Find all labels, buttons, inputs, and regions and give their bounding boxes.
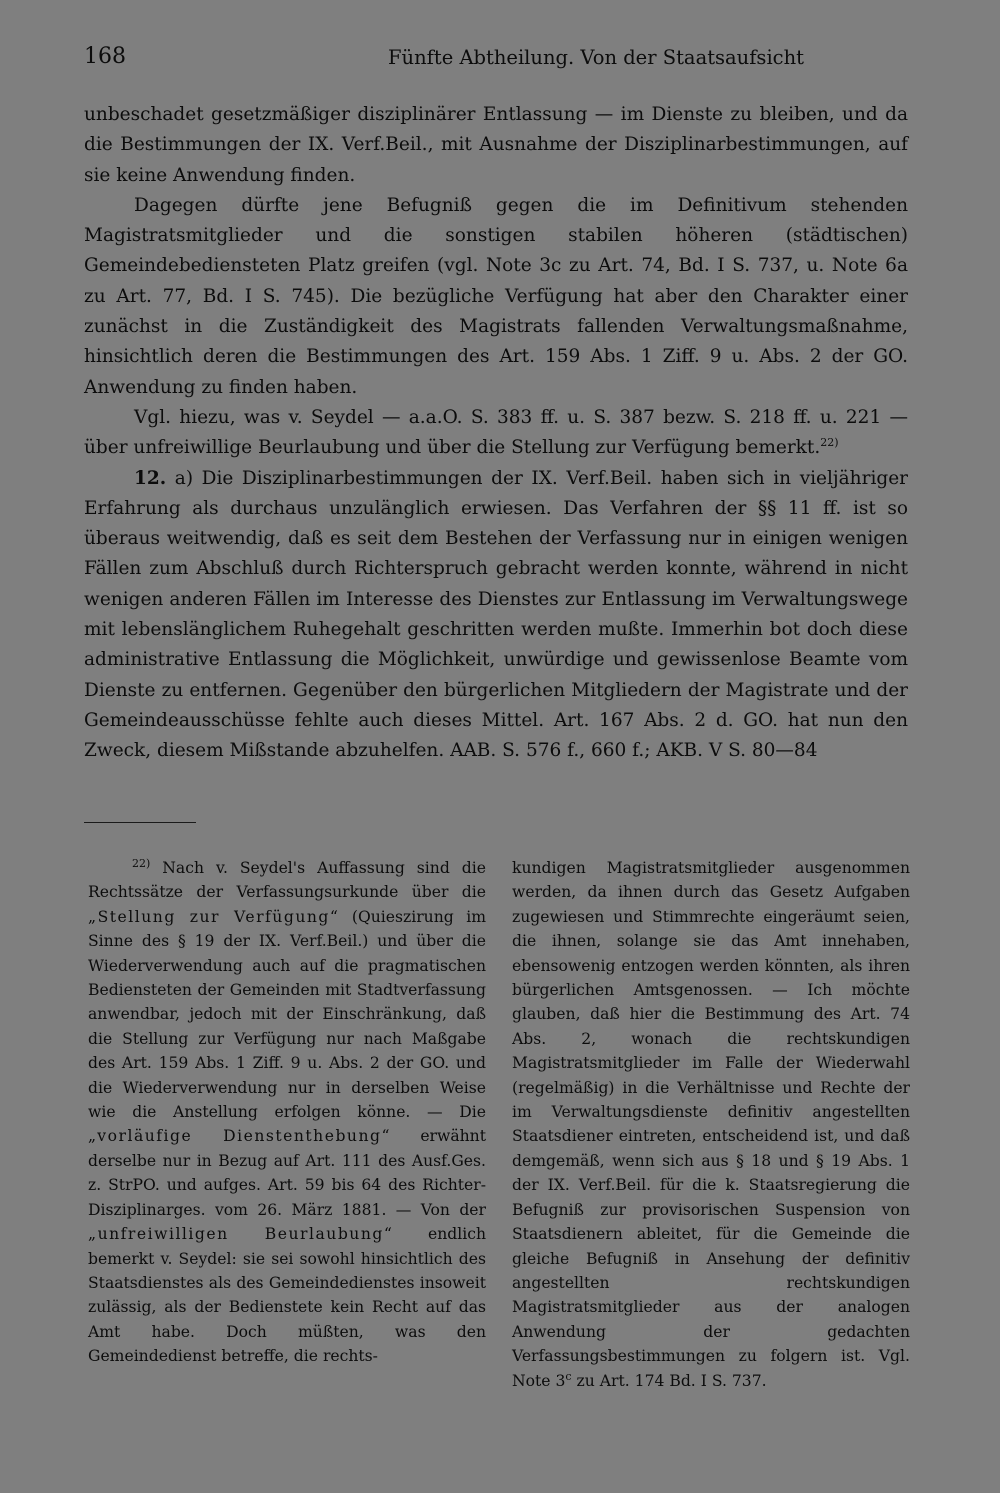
paragraph-vgl xyxy=(84,403,908,464)
paragraph-12a-text: a) Die Disziplinarbestimmungen der IX. Verf.Beil. haben sich in vieljähriger Erfahrung als durchaus unzulänglich erwiesen. Das Verfahren der §§ 11 ff. ist so überaus weitwendig, daß es seit dem Bestehen der Verfassung nur in einigen wenigen Fällen zum Abschluß durch Richterspruch gebracht werden konnte, während in nicht wenigen anderen Fällen im Interesse des Dienstes zur Entlassung im Verwaltungswege mit lebenslänglichem Ruhegehalt geschritten werden mußte. Immerhin bot doch diese administrative Entlassung die Möglichkeit, unwürdige und gewissenlose Beamte vom Dienste zu entfernen. Gegenüber den bürgerlichen Mitgliedern der Magistrate und der Gemeindeausschüsse fehlte auch dieses Mittel. Art. 167 Abs. 2 d. GO. hat nun den Zweck, diesem Mißstande abzuhelfen. AAB. S. 576 f., 660 f.; AKB. V S. 80—84 xyxy=(84,467,908,762)
page-header xyxy=(84,40,908,76)
paragraph-12a xyxy=(84,464,908,767)
footnote-text: zu Art. 174 Bd. I S. 737. xyxy=(571,1371,767,1390)
footnote-22-part-1 xyxy=(88,856,486,1369)
main-text xyxy=(84,100,908,767)
footnote-separator xyxy=(84,822,196,823)
footnote-text: kundigen Magistratsmitglieder ausgenommen werden, da ihnen durch das Gesetz Aufgaben zugewiesen und Stimmrechte eingeräumt seien, die ihnen, solange sie das Amt innehaben, ebensowenig entzogen werden könnten, als ihren bürgerlichen Amtsgenossen. — Ich möchte glauben, daß hier die Bestimmung des Art. 74 Abs. 2, wonach die rechtskundigen Magistratsmitglieder im Falle der Wiederwahl (regelmäßig) in die Verhältnisse und Rechte der im Verwaltungsdienste definitiv angestellten Staatsdiener eintreten, entscheidend ist, und daß demgemäß, wenn sich aus § 18 und § 19 Abs. 1 der IX. Verf.Beil. für die k. Staatsregierung die Befugniß zur provisorischen Suspension von Staatsdienern ableitet, für die Gemeinde die gleiche Befugniß in Ansehung der definitiv angestellten rechtskundigen Magistratsmitglieder aus der analogen Anwendung der gedachten Verfassungsbestimmungen zu folgern ist. Vgl. Note 3 xyxy=(512,859,910,1390)
footnote-text: Nach v. Seydel's Auffassung sind die Rechtssätze der Verfassungsurkunde über die xyxy=(88,859,486,902)
paragraph-vgl-text: Vgl. hiezu, was v. Seydel — a.a.O. S. 383 ff. u. S. 387 bezw. S. 218 ff. u. 221 — über unfreiwillige Beurlaubung und über die Stellung zur Verfügung bemerkt. xyxy=(84,406,908,459)
footnote-text: (Quieszirung im Sinne des § 19 der IX. Verf.Beil.) und über die Wiederverwendung auch auf die pragmatischen Bediensteten der Gemeinden mit Stadtverfassung anwendbar, jedoch mit der Einschränkung, daß die Stellung zur Verfügung nur nach Maßgabe des Art. 159 Abs. 1 Ziff. 9 u. Abs. 2 der GO. und die Wiederverwendung nur in derselben Weise wie die Anstellung erfolgen könne. — Die xyxy=(88,907,487,1122)
footnote-emphasis: „vorläufige Dienstenthebung“ xyxy=(88,1127,391,1146)
running-head: Fünfte Abtheilung. Von der Staatsaufsicht xyxy=(388,46,804,69)
paragraph-dagegen: Dagegen dürfte jene Befugniß gegen die im Definitivum stehenden Magistratsmitglieder und die sonstigen stabilen höheren (städtischen) Gemeindebediensteten Platz greifen (vgl. Note 3c zu Art. 74, Bd. I S. 737, u. Note 6a zu Art. 77, Bd. I S. 745). Die bezügliche Verfügung hat aber den Charakter einer zunächst in die Zuständigkeit des Magistrats fallenden Verwaltungsmaßnahme, hinsichtlich deren die Bestimmungen des Art. 159 Abs. 1 Ziff. 9 u. Abs. 2 der GO. Anwendung zu finden haben. xyxy=(84,194,908,398)
footnote-superscript: c xyxy=(565,1369,572,1383)
footnote-marker-22: 22) xyxy=(132,856,151,870)
footnote-text: erwähnt derselbe nur in Bezug auf Art. 111 des Ausf.Ges. z. StrPO. und aufges. Art. 59 bis 64 des Richter-Disziplinarges. vom 26. März 1881. — Von der xyxy=(88,1127,486,1219)
footnote-text: endlich bemerkt v. Seydel: sie sei sowohl hinsichtlich des Staatsdienstes als des Gemeindedienstes insoweit zulässig, als der Bedienstete kein Recht auf das Amt habe. Doch müßten, was den Gemeindedienst betreffe, die rechts- xyxy=(88,1225,486,1366)
footnote-emphasis: „unfreiwilligen Beurlaubung“ xyxy=(88,1225,394,1244)
note-number-12: 12. xyxy=(134,467,167,489)
footnote-emphasis: „Stellung zur Verfügung“ xyxy=(88,907,340,926)
paragraph-continuation: unbeschadet gesetzmäßiger disziplinärer Entlassung — im Dienste zu bleiben, und da die Bestimmungen der IX. Verf.Beil., mit Ausnahme der Disziplinarbestimmungen, auf sie keine Anwendung finden. xyxy=(84,104,908,186)
page-number: 168 xyxy=(84,44,126,69)
footnote-reference-22: 22) xyxy=(820,436,839,450)
footnote-22-part-2 xyxy=(512,856,910,1393)
footnote-column-right xyxy=(512,856,910,1393)
footnote-column-left xyxy=(88,856,486,1369)
